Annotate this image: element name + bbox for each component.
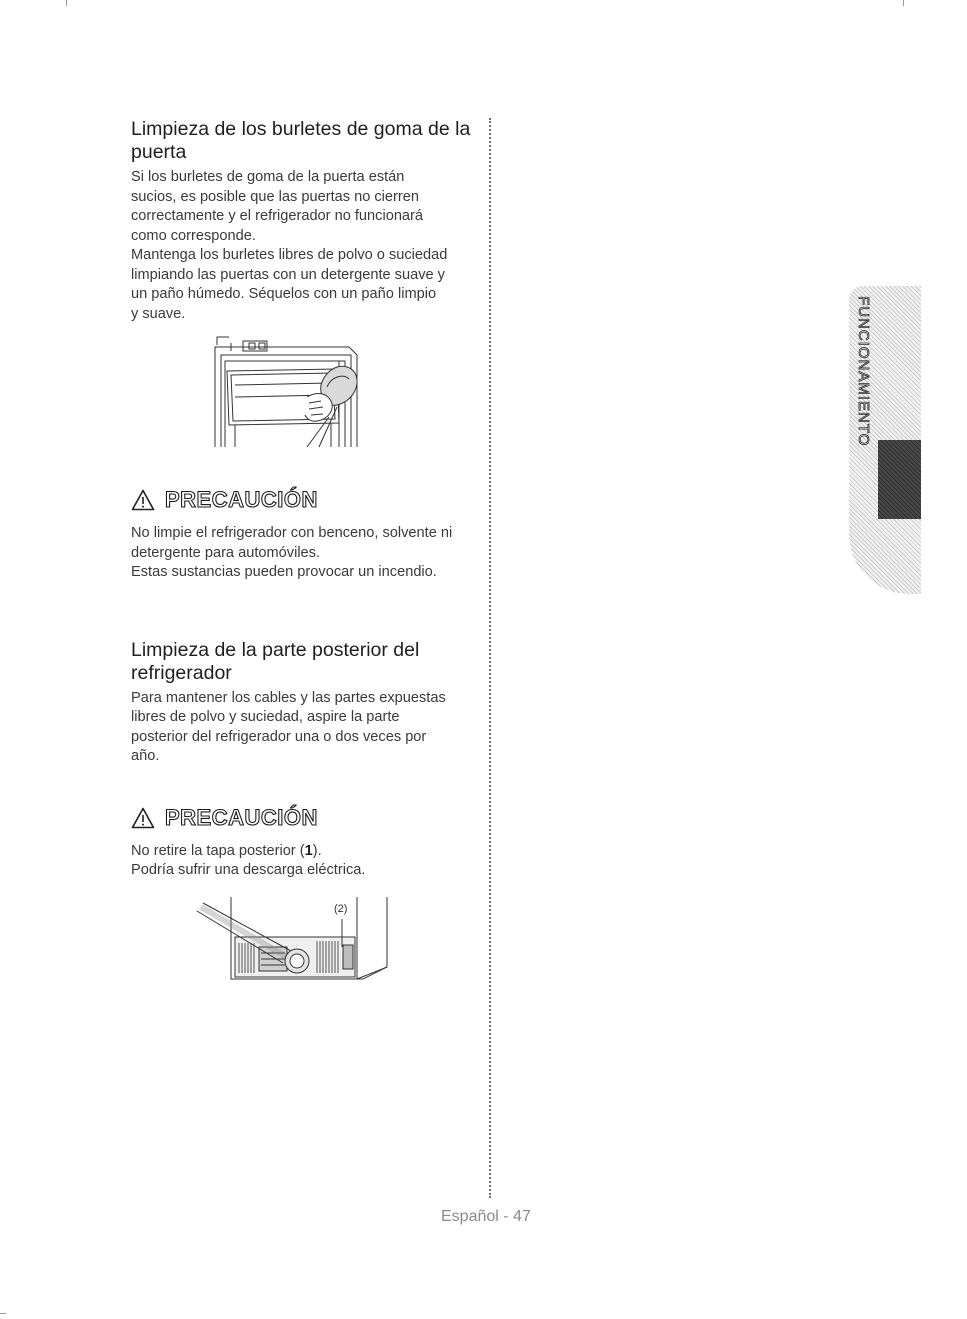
main-column bbox=[131, 118, 476, 997]
section-title-door-seals: Limpieza de los burletes de goma de la puerta bbox=[131, 118, 471, 163]
caution-body-1: No limpie el refrigerador con benceno, solvente ni detergente para automóviles. Estas sustancias pueden provocar un incendio. bbox=[131, 525, 453, 580]
caution-heading-1 bbox=[131, 487, 476, 513]
warning-triangle-icon bbox=[131, 807, 155, 829]
caution-label-1: PRECAUCIÓN bbox=[165, 487, 318, 512]
caution-body-2 bbox=[131, 842, 476, 881]
chapter-tab-marker bbox=[878, 440, 921, 519]
page-number: Español - 47 bbox=[441, 1208, 531, 1225]
figure-callout-2: (2) bbox=[334, 902, 348, 915]
caution-heading-2 bbox=[131, 805, 476, 831]
caution-body-2-line2: Podría sufrir una descarga eléctrica. bbox=[131, 862, 366, 878]
section-body-door-seals: Si los burletes de goma de la puerta están sucios, es posible que las puertas no cierren correctamente y el refrigerador no funcionará como corresponde. Mantenga los burletes libres de polvo o suciedad limpiando las puertas con un detergente suave y un paño húmedo. Séquelos con un paño limpio y suave. bbox=[131, 169, 448, 322]
section-title-rear-cleaning: Limpieza de la parte posterior del refrigerador bbox=[131, 638, 420, 684]
chapter-tab-label: FUNCIONAMIENTO bbox=[855, 296, 872, 447]
section-body-rear-cleaning: Para mantener los cables y las partes expuestas libres de polvo y suciedad, aspire la parte posterior del refrigerador una o dos veces por año. bbox=[131, 689, 446, 764]
caution-body-2-number: 1 bbox=[304, 842, 313, 859]
caution-label-2: PRECAUCIÓN bbox=[165, 804, 318, 830]
figure-rear-vacuum-drawing bbox=[131, 897, 476, 997]
crop-mark bbox=[66, 0, 67, 6]
caution-body-2-text: No retire la tapa posterior ( bbox=[131, 842, 305, 859]
column-divider bbox=[489, 118, 491, 1198]
figure-door-seal-cleaning bbox=[131, 335, 476, 450]
crop-mark bbox=[0, 1313, 6, 1314]
figure-rear-vacuum bbox=[131, 897, 476, 997]
crop-mark bbox=[903, 0, 904, 6]
caution-body-2-text: ). bbox=[312, 842, 322, 859]
chapter-side-tab bbox=[849, 286, 921, 594]
warning-triangle-icon bbox=[131, 489, 155, 511]
